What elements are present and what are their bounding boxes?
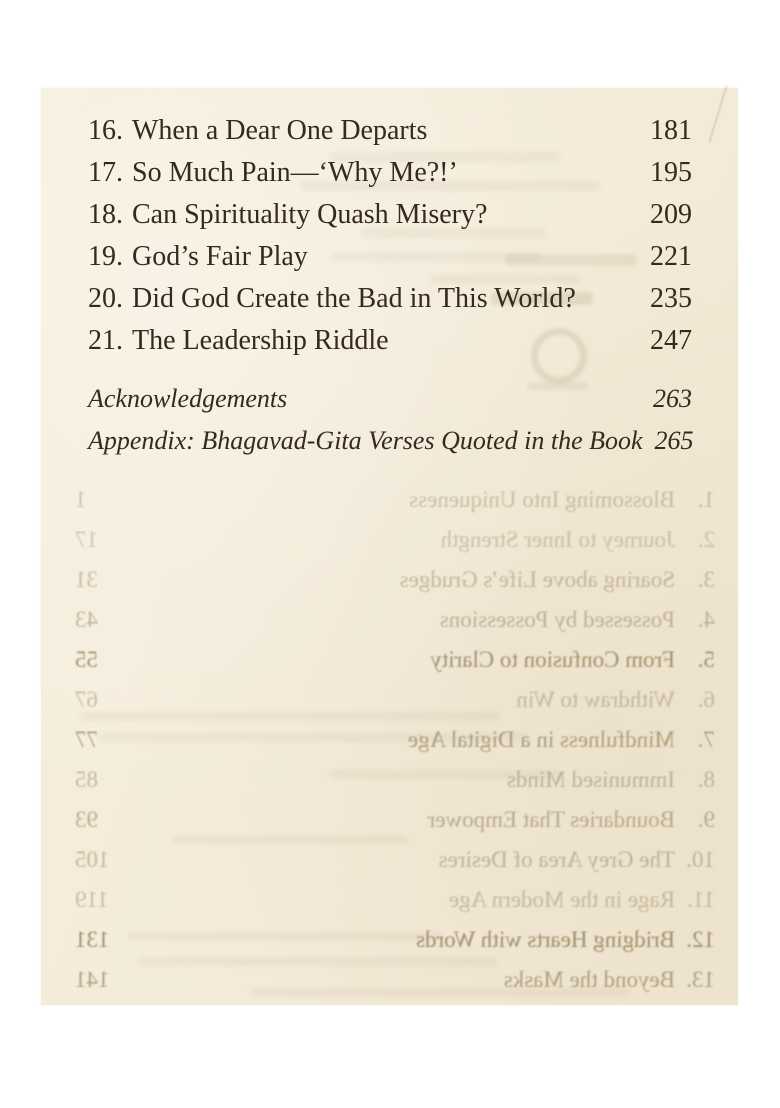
ghost-page-number: 1 xyxy=(75,487,87,512)
ghost-chapter-number: 2. xyxy=(697,527,715,552)
back-matter-list xyxy=(41,378,738,462)
toc-entry-title: God’s Fair Play xyxy=(132,241,308,272)
ghost-chapter-number: 4. xyxy=(697,607,715,632)
ghost-chapter-number: 5. xyxy=(697,647,715,672)
ghost-chapter-number: 1. xyxy=(697,487,715,512)
toc-entry-title: When a Dear One Departs xyxy=(132,115,428,146)
toc-entry xyxy=(41,110,738,152)
ghost-chapter-number: 7. xyxy=(697,727,715,752)
ghost-chapter-title: Rage in the Modern Age xyxy=(448,887,675,912)
toc-entry-page: 235 xyxy=(650,283,692,314)
ghost-toc-row xyxy=(63,600,723,640)
ghost-toc-row xyxy=(63,640,723,680)
ghost-chapter-number: 8. xyxy=(697,767,715,792)
ghost-chapter-title: Beyond the Masks xyxy=(503,967,675,992)
back-matter-entry xyxy=(41,378,738,420)
ghost-chapter-title: Blossoming Into Uniqueness xyxy=(409,487,675,512)
ghost-chapter-number: 12. xyxy=(686,927,715,952)
ghost-chapter-title: Soaring above Life’s Grudges xyxy=(399,567,675,592)
ghost-page-number: 141 xyxy=(75,967,110,992)
back-matter-page: 265 xyxy=(654,426,694,455)
ghost-page-number: 31 xyxy=(75,567,98,592)
ghost-toc-row xyxy=(63,680,723,720)
ghost-toc-row xyxy=(63,480,723,520)
toc-entry xyxy=(41,194,738,236)
ghost-chapter-title: From Confusion to Clarity xyxy=(430,647,675,672)
ghost-toc-row xyxy=(63,840,723,880)
ghost-chapter-title: Withdraw to Win xyxy=(516,687,675,712)
ghost-chapter-title: Bridging Hearts with Words xyxy=(415,927,675,952)
ghost-toc-row xyxy=(63,720,723,760)
toc-entry xyxy=(41,320,738,362)
ghost-page-number: 85 xyxy=(75,767,98,792)
ghost-toc-row xyxy=(63,960,723,1000)
ghost-chapter-title: Journey to Inner Strength xyxy=(440,527,675,552)
ghost-toc-row xyxy=(63,880,723,920)
toc-entry-number: 17. xyxy=(88,157,123,188)
ghost-chapter-title: The Grey Area of Desires xyxy=(438,847,675,872)
toc-entry-number: 19. xyxy=(88,241,123,272)
ghost-toc-row xyxy=(63,560,723,600)
ghost-chapter-title: Immunised Minds xyxy=(506,767,675,792)
ghost-page-number: 93 xyxy=(75,807,98,832)
ghost-page-number: 55 xyxy=(75,647,98,672)
contents-list xyxy=(41,110,738,362)
ghost-chapter-title: Possessed by Possessions xyxy=(439,607,675,632)
toc-entry-number: 20. xyxy=(88,283,123,314)
ghost-chapter-title: Boundaries That Empower xyxy=(427,807,675,832)
toc-entry-page: 209 xyxy=(650,199,692,230)
ghost-page-number: 77 xyxy=(75,727,98,752)
back-matter-title: Appendix: Bhagavad-Gita Verses Quoted in the Book xyxy=(88,426,643,455)
toc-entry-title: Can Spirituality Quash Misery? xyxy=(132,199,488,230)
toc-entry-page: 221 xyxy=(650,241,692,272)
toc-entry-page: 195 xyxy=(650,157,692,188)
ghost-page-number: 131 xyxy=(75,927,110,952)
ghost-toc-row xyxy=(63,520,723,560)
toc-entry-number: 16. xyxy=(88,115,123,146)
toc-entry xyxy=(41,278,738,320)
ghost-chapter-number: 13. xyxy=(686,967,715,992)
toc-entry-page: 247 xyxy=(650,325,692,356)
ghost-page-number: 17 xyxy=(75,527,98,552)
back-matter-entry xyxy=(41,420,738,462)
ghost-page-number: 119 xyxy=(75,887,109,912)
ghost-chapter-number: 3. xyxy=(697,567,715,592)
ghost-chapter-title: Mindfulness in a Digital Age xyxy=(407,727,675,752)
ghost-page-number: 67 xyxy=(75,687,98,712)
ghost-contents-bleedthrough xyxy=(63,480,723,1000)
ghost-toc-row xyxy=(63,760,723,800)
back-matter-page: 263 xyxy=(653,384,692,413)
toc-entry-title: The Leadership Riddle xyxy=(132,325,389,356)
ghost-chapter-number: 11. xyxy=(687,887,715,912)
ghost-page-number: 105 xyxy=(75,847,110,872)
toc-entry-number: 18. xyxy=(88,199,123,230)
toc-entry-title: Did God Create the Bad in This World? xyxy=(132,283,576,314)
ghost-toc-row xyxy=(63,800,723,840)
scanned-book-page xyxy=(41,88,738,1005)
ghost-chapter-number: 10. xyxy=(686,847,715,872)
ghost-toc-row xyxy=(63,920,723,960)
toc-entry-title: So Much Pain—‘Why Me?!’ xyxy=(132,157,458,188)
toc-entry-number: 21. xyxy=(88,325,123,356)
back-matter-title: Acknowledgements xyxy=(88,384,288,413)
ghost-page-number: 43 xyxy=(75,607,98,632)
toc-entry xyxy=(41,152,738,194)
toc-entry xyxy=(41,236,738,278)
ghost-chapter-number: 6. xyxy=(697,687,715,712)
ghost-chapter-number: 9. xyxy=(697,807,715,832)
toc-entry-page: 181 xyxy=(650,115,692,146)
